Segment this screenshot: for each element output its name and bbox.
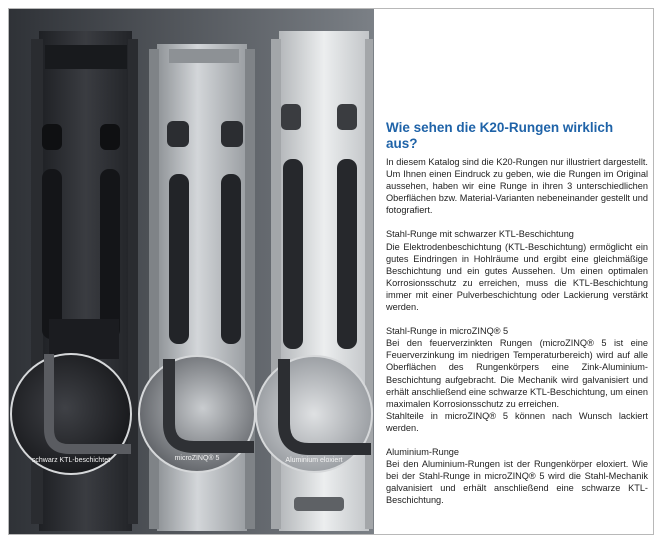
- lens-label-microzinq: microZINQ® 5: [174, 455, 220, 462]
- section-title-aluminium: Aluminium-Runge: [386, 446, 460, 457]
- article-heading: Wie sehen die K20-Rungen wirklich aus?: [386, 120, 614, 151]
- section-body-microzinq: Bei den feuerverzinkten Rungen (microZINQ® 5 ist eine Feuerverzinkung im niedrigen Temperaturbereich) wird auf alle Oberflächen des Rungenkörpers eine Zink-Aluminium-Beschichtung aufgebracht. Die Mechanik wird galvanisiert und erhält anschließend eine schwarze KTL-Beschichtung, um einen maximalen Korrosionsschutz zu erreichen.: [386, 338, 648, 409]
- section-body-aluminium: Bei den Aluminium-Rungen ist der Rungenkörper eloxiert. Wie bei der Stahl-Runge in microZINQ® 5 wird die Stahl-Mechanik galvanisiert und erhält anschließend eine schwarze KTL-Beschichtung.: [386, 459, 648, 506]
- section-body-microzinq-note: Stahlteile in microZINQ® 5 können nach Wunsch lackiert werden.: [386, 410, 648, 433]
- lens-aluminium: [256, 356, 372, 472]
- stanchion-photo: [9, 9, 374, 534]
- lens-ktl: [11, 354, 131, 474]
- section-title-microzinq: Stahl-Runge in microZINQ® 5: [386, 326, 509, 337]
- lens-label-ktl: schwarz KTL-beschichtet: [31, 457, 111, 464]
- section-title-ktl: Stahl-Runge mit schwarzer KTL-Beschichtung: [386, 229, 574, 240]
- article: [386, 120, 648, 506]
- lens-label-aluminium: Aluminium eloxiert: [285, 457, 343, 464]
- section-body-ktl: Die Elektrodenbeschichtung (KTL-Beschichtung) ermöglicht ein gutes Eindringen in Hohlräume und ergibt eine gleichmäßige Beschichtung und ein gutes Aussehen. Um einen optimalen Korrosionsschutz zu erreichen, muss die KTL-Beschichtung immer mit einer Pulverbeschichtung oder Lackierung verstärkt werden.: [386, 241, 648, 313]
- article-intro: In diesem Katalog sind die K20-Rungen nur illustriert dargestellt. Um Ihnen einen Eindruck zu geben, wie die Rungen im Original aussehen, haben wir eine Runge in ihren 3 unterschiedlichen Oberflächen bzw. Material-Varianten nebeneinander gestellt und fotografiert.: [386, 157, 648, 216]
